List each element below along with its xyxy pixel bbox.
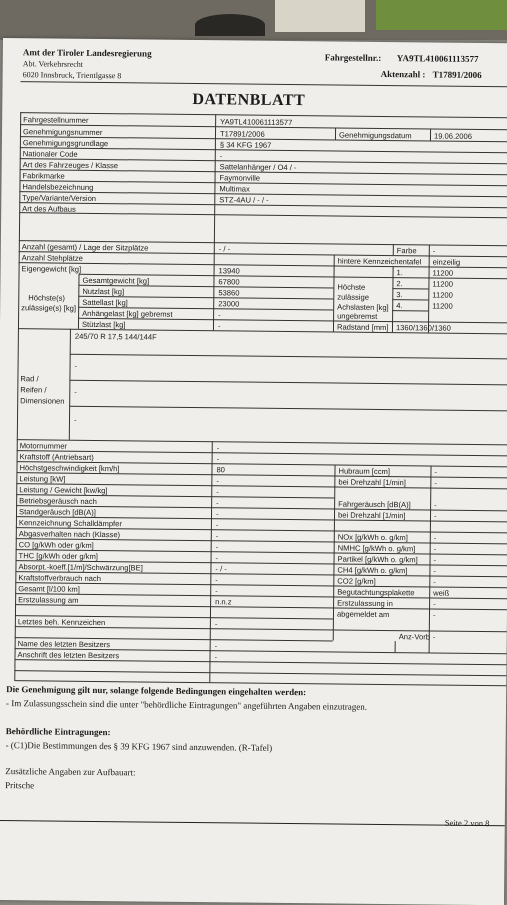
axle-load: 11200 [432,268,454,278]
axle-label: zulässige [337,292,370,302]
last-owner-address-label: Anschrift des letzten Besitzers [17,650,120,661]
national-code-label: Nationaler Code [22,149,78,159]
table-line [70,354,507,360]
count-value: - [432,632,436,642]
displacement-label: Hubraum [ccm] [338,466,391,477]
fuel-value: - [216,454,220,464]
ch4-value: - [433,566,437,576]
nox-value: - [433,533,437,543]
basis-label: Genehmigungsgrundlage [22,138,109,149]
variant-value: STZ-4AU / - / - [219,195,269,205]
basis-value: § 34 KFG 1967 [219,140,272,150]
nmhc-label: NMHC [g/kWh o. g/km] [337,543,416,554]
type-value: Sattelanhänger / O4 / - [219,162,297,173]
background-object [376,0,507,30]
conditions-heading: Die Genehmigung gilt nur, solange folgende Bedingungen eingehalten werden: [6,684,307,698]
last-plate-label: Letztes beh. Kennzeichen [17,617,106,628]
exhaust-value: - [215,531,219,541]
fuel-label: Kraftstoff (Antriebsart) [19,452,94,462]
axle-number: 1. [396,268,403,278]
nmhc-value: - [433,544,437,554]
table-line [69,380,507,386]
total-consumption-label: Gesamt [l/100 km] [18,584,80,594]
document-sheet [0,38,507,905]
axle-load: 11200 [432,301,453,311]
approval-date-value: 19.06.2006 [433,131,473,141]
table-line [392,321,393,332]
saddle-label: Sattellast [kg] [82,297,128,308]
ch4-label: CH4 [g/kWh o. g/km] [337,565,408,576]
table-line [393,244,394,255]
muffler-label: Kennzeichnung Schalldämpfer [18,518,122,529]
power-value: - [216,476,219,486]
rpm2-value: - [433,511,437,521]
entries-heading: Behördliche Eintragungen: [5,726,111,738]
max-weights-label: Höchste(s) [28,293,66,303]
max-weights-label: zulässige(s) [kg] [21,303,77,313]
support-load-label: Stützlast [kg] [81,319,126,330]
seats-label: Anzahl (gesamt) / Lage der Sitzplätze [21,242,149,253]
standing-noise-value: - [215,509,219,519]
last-plate-value: - [214,619,218,629]
table-line [78,274,80,329]
co-label: CO [g/kWh oder g/km] [18,540,94,550]
variant-label: Type/Variante/Version [22,193,97,203]
table-line [392,310,428,311]
axle-number: 3. [396,290,403,300]
tire-dimension: - [74,387,77,397]
color-value: - [432,246,436,256]
first-registration-in-label: Erstzulassung in [337,598,393,609]
wheels-label: Rad / [20,374,39,384]
table-line [17,439,507,445]
type-label: Art des Fahrzeuges / Klasse [22,160,119,171]
particle-label: Partikel [g/kWh o. g/km] [337,554,418,565]
body-label: Art des Aufbaus [22,204,76,214]
extra-heading: Zusätzliche Angaben zur Aufbauart: [5,766,136,778]
own-weight-value: 13940 [218,266,240,276]
table-line [429,244,430,266]
rpm2-label: bei Drehzahl [1/min] [337,510,406,521]
background-object [275,0,365,32]
power-label: Leistung [kW] [19,474,66,484]
table-line [333,265,335,331]
fuel-consumption-label: Kraftstoffverbrauch nach [18,573,101,584]
wheels-label: Reifen / [20,385,47,395]
axle-label: Höchste [337,282,366,292]
total-consumption-value: - [215,586,218,596]
table-line [392,266,394,321]
driving-noise-value: - [434,500,437,510]
approval-date-label: Genehmigungsdatum [338,130,412,141]
header-rule [21,81,507,87]
standing-noise-label: Standgeräusch [dB(A)] [18,507,96,517]
address: 6020 Innsbruck, Trientlgasse 8 [22,70,122,81]
power-weight-label: Leistung / Gewicht [kw/kg] [19,485,108,496]
first-registration-label: Erstzulassung am [18,595,79,605]
seats-value: - / - [218,244,231,254]
tire-dimension: 245/70 R 17,5 144/144F [74,331,157,342]
extra-value: Pritsche [5,780,35,791]
authority-name: Amt der Tiroler Landesregierung [22,47,152,59]
table-line [335,127,336,139]
table-line [14,670,506,676]
trailer-load-label: Anhängelast [kg] gebremst [82,308,173,319]
operating-noise-label: Betriebsgeräusch nach [19,496,97,507]
table-line [395,641,396,652]
co2-label: CO2 [g/km] [337,576,376,586]
wheels-label: Dimensionen [20,396,65,406]
vin-value: YA9TL410061113577 [396,53,479,64]
total-weight-value: 67800 [218,277,240,287]
vin-label: Fahrgestellnr.: [324,52,382,63]
wheelbase-label: Radstand [mm] [336,322,389,333]
total-weight-label: Gesamtgewicht [kg] [82,275,150,286]
table-line [16,472,507,478]
table-line [14,659,506,665]
chassis-label: Fahrgestellnummer [23,115,89,125]
last-owner-address-value: - [214,652,218,662]
driving-noise-label: Fahrgeräusch [dB(A)] [338,499,411,510]
axle-number: 4. [396,301,403,311]
payload-value: 53860 [218,288,240,298]
file-label: Aktenzahl : [380,68,426,80]
axle-load: 11200 [432,290,453,300]
count-label: Anz-Vorb [398,632,431,642]
axle-number: 2. [396,279,403,289]
deregistered-value: - [432,610,436,620]
trade-label: Handelsbezeichnung [22,182,94,192]
background [0,0,507,40]
tire-dimension: - [73,415,77,425]
department: Abt. Verkehrsrecht [22,59,84,69]
support-load-value: - [217,321,221,331]
co2-value: - [433,577,436,587]
standing-label: Anzahl Stehplätze [21,253,83,263]
deregistered-label: abgemeldet am [336,609,390,620]
table-line [430,128,431,140]
saddle-value: 23000 [218,299,240,309]
national-code-value: - [219,151,223,161]
exhaust-label: Abgasverhalten nach (Klasse) [18,529,121,540]
operating-noise-value: - [216,498,219,508]
color-label: Farbe [396,246,417,256]
displacement-value: - [434,467,438,477]
rear-plate-label: hintere Kennzeichentafel [337,256,422,267]
table-line [214,114,216,242]
tire-dimension: - [74,361,78,371]
last-owner-value: - [214,641,218,651]
nox-label: NOx [g/kWh o. g/km] [337,532,408,543]
particle-value: - [433,555,437,565]
muffler-value: - [215,520,219,530]
axle-load: 11200 [432,279,454,289]
table-line [334,254,335,265]
absorption-value: - / - [215,564,227,574]
table-line [214,242,215,264]
brand-value: Faymonville [219,173,261,183]
fuel-consumption-value: - [215,575,218,585]
conditions-item: - Im Zulassungsschein sind die unter "behördliche Eintragungen" angeführten Angaben einzutragen. [5,698,368,712]
thc-label: THC [g/kWh oder g/km] [18,551,98,562]
thc-value: - [215,553,219,563]
first-registration-in-value: - [433,599,436,609]
wheelbase-value: 1360/1360/1360 [395,323,451,333]
entries-item: - (C1)Die Bestimmungen des § 39 KFG 1967 sind anzuwenden. (R-Tafel) [5,740,273,753]
axle-label: Achslasten [kg] [337,302,389,313]
file-number: T17891/2006 [432,69,482,81]
rpm-value: - [434,478,437,488]
chassis-value: YA9TL410061113577 [220,117,293,128]
inspection-sticker-value: weiß [433,588,450,598]
footer-rule [0,817,505,829]
background-object [195,14,265,36]
trade-value: Multimax [219,184,250,194]
table-line [429,641,430,652]
table-line [78,318,507,324]
engine-no-value: - [216,443,220,453]
unbraked-label: ungebremst [337,311,378,321]
approval-no-label: Genehmigungsnummer [22,127,103,138]
absorption-label: Absorpt.-koeff.[1/m]/Schwärzung[BE] [18,562,143,573]
table-line [19,212,507,218]
page-title: DATENBLATT [192,90,306,110]
own-weight-label: Eigengewicht [kg] [21,264,82,274]
brand-label: Fabrikmarke [22,171,65,181]
power-weight-value: - [216,487,219,497]
first-registration-value: n.n.z [215,597,232,607]
engine-no-label: Motornummer [19,441,68,451]
vmax-value: 80 [216,465,225,475]
co-value: - [215,542,219,552]
table-line [15,626,507,632]
payload-label: Nutzlast [kg] [82,286,125,297]
table-line [69,406,507,412]
vmax-label: Höchstgeschwindigkeit [km/h] [19,463,120,474]
last-owner-label: Name des letzten Besitzers [17,639,111,650]
page-number: Seite 2 von 8 [444,817,490,829]
trailer-load-value: - [218,310,221,320]
inspection-sticker-label: Begutachtungsplakette [337,587,415,598]
rpm-label: bei Drehzahl [1/min] [338,477,406,488]
rear-plate-value: einzeilig [432,257,461,267]
table-line [69,329,71,440]
approval-no-value: T17891/2006 [219,129,265,139]
